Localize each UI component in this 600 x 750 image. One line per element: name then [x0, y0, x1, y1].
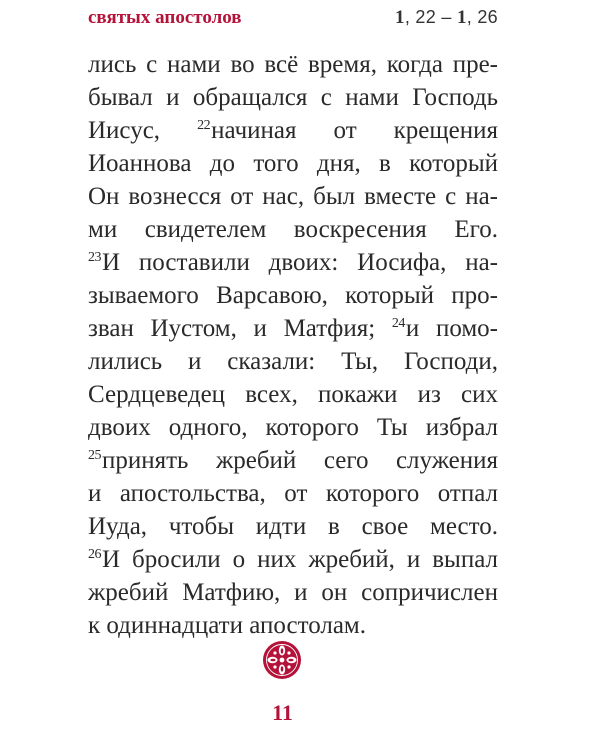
text-segment: начиная от крещения [211, 117, 498, 144]
ref-verse-end: , 26 [466, 7, 498, 27]
text-line [88, 312, 498, 345]
page-header [88, 7, 498, 37]
text-line [88, 246, 498, 279]
text-segment: Иуда, чтобы идти в свое место. [88, 513, 498, 540]
verse-number: 24 [391, 316, 405, 331]
text-line [88, 147, 498, 180]
text-segment: и помо- [405, 315, 498, 342]
verse-number: 22 [197, 118, 211, 133]
verse-reference [395, 7, 498, 29]
text-segment: Сердцеведец всех, покажи из сих [88, 381, 498, 408]
text-segment: ми свидетелем воскресения Его. [88, 216, 498, 243]
page-number: 11 [272, 700, 293, 725]
text-segment: Он вознесся от нас, был вместе с на- [88, 183, 498, 210]
text-line [88, 213, 498, 246]
verse-number: 25 [88, 448, 101, 463]
text-line [88, 81, 498, 114]
text-segment: И бросили о них жребий, и выпал [102, 546, 498, 573]
floral-ornament-icon [262, 640, 302, 680]
text-line [88, 48, 498, 81]
text-line [88, 609, 498, 642]
text-line [88, 444, 498, 477]
verse-number: 23 [88, 250, 101, 265]
text-segment: Иоаннова до того дня, в который [88, 150, 498, 177]
text-line [88, 543, 498, 576]
text-segment: лились и сказали: Ты, Господи, [88, 348, 498, 375]
ref-verse-start: , 22 – [404, 7, 457, 27]
text-line [88, 576, 498, 609]
scripture-text [88, 48, 498, 642]
running-head: святых апостолов [88, 7, 242, 28]
text-segment: жребий Матфию, и он сопричислен [88, 579, 498, 606]
text-segment: к одиннадцати апостолам. [88, 612, 367, 639]
text-line [88, 378, 498, 411]
text-segment: двоих одного, которого Ты избрал [88, 414, 498, 441]
text-segment: Иисус, [88, 117, 198, 144]
text-segment: лись с нами во всё время, когда пре- [88, 51, 498, 78]
text-segment: и апостольства, от которого отпал [88, 480, 498, 507]
text-line [88, 114, 498, 147]
text-line [88, 411, 498, 444]
ref-chapter-end: 1 [456, 7, 467, 28]
text-segment: бывал и обращался с нами Господь [88, 84, 498, 111]
text-line [88, 510, 498, 543]
verse-number: 26 [88, 547, 101, 562]
text-segment: зван Иустом, и Матфия; [88, 315, 392, 342]
text-line [88, 279, 498, 312]
text-line [88, 180, 498, 213]
text-line [88, 345, 498, 378]
text-segment: И поставили двоих: Иосифа, на- [102, 249, 498, 276]
text-line [88, 477, 498, 510]
text-segment: зываемого Варсавою, который про- [88, 282, 498, 309]
text-segment: принять жребий сего служения [102, 447, 498, 474]
ref-chapter-start: 1 [395, 7, 405, 28]
